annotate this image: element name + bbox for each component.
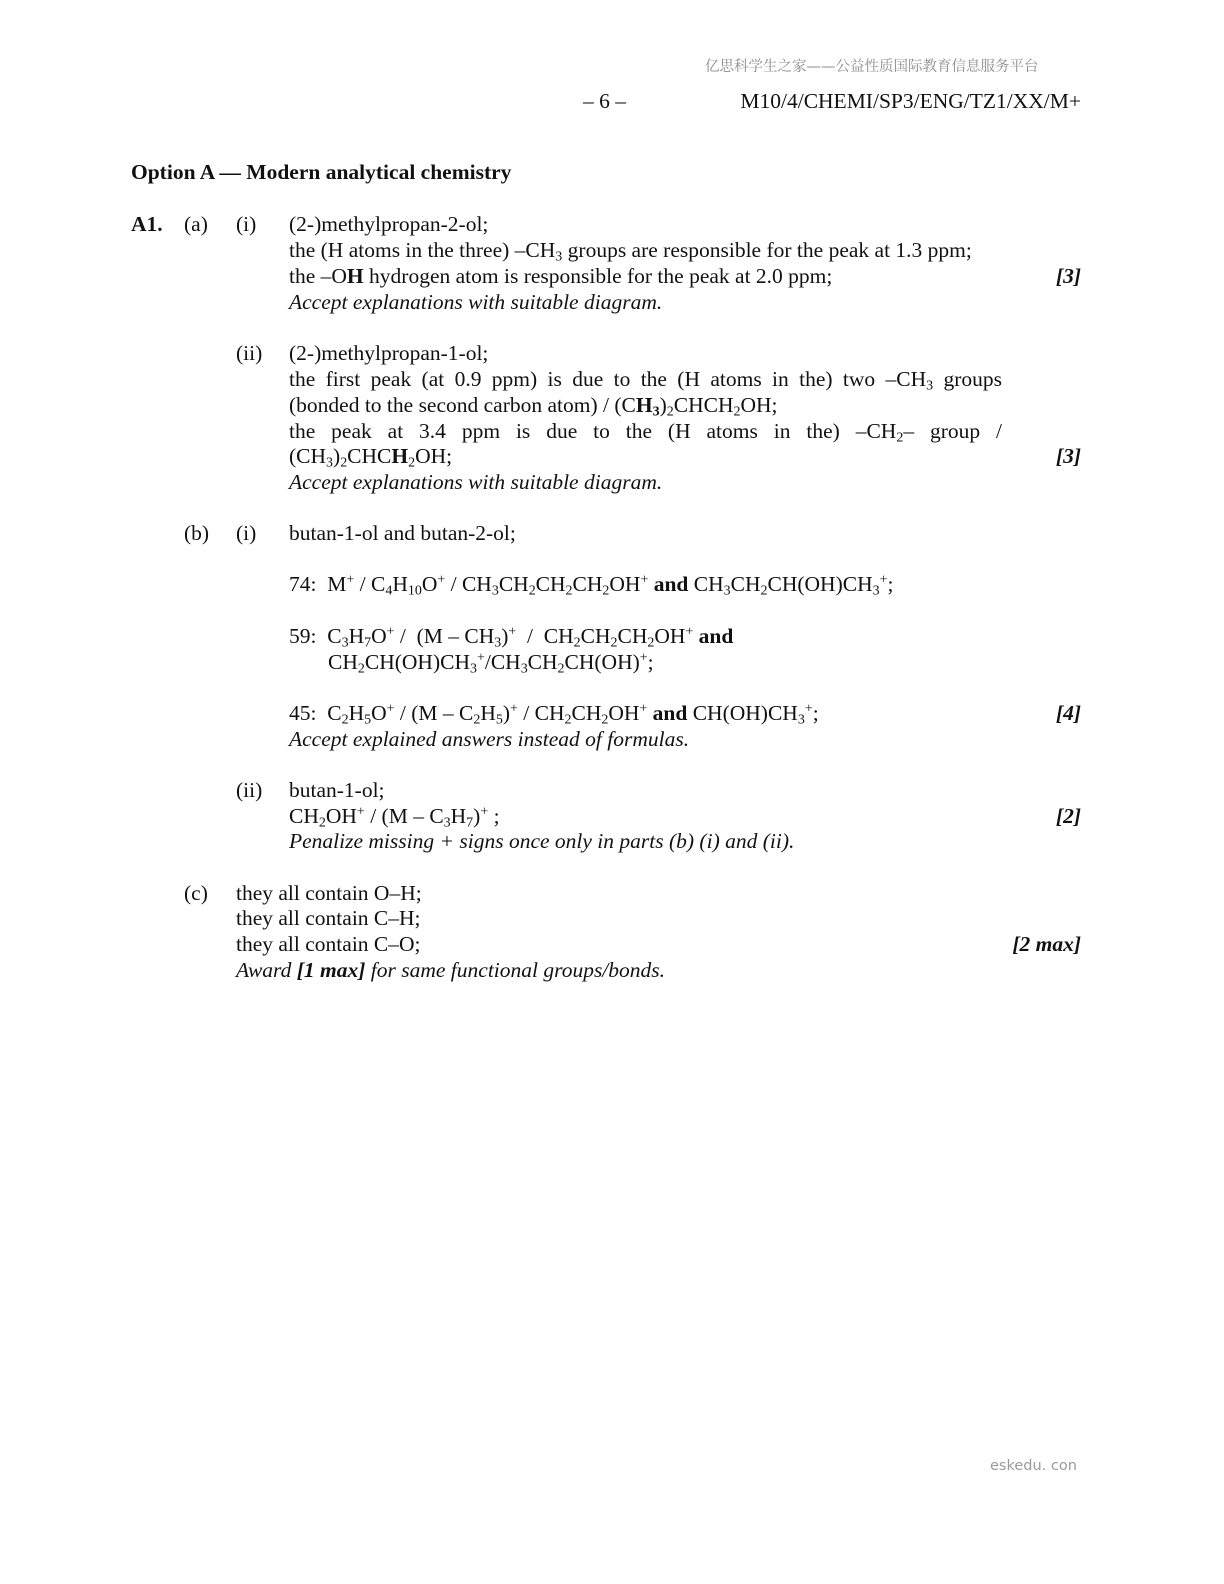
b-i-marks: [4] (1055, 701, 1081, 725)
a-ii-line-1: (2-)methylpropan-1-ol; (289, 341, 489, 365)
a-i-line-1: (2-)methylpropan-2-ol; (289, 212, 489, 236)
footer-watermark: eskedu. con (990, 1458, 1077, 1474)
part-c-label: (c) (184, 881, 208, 905)
a-i-line-3: the –OH hydrogen atom is responsible for the peak at 2.0 ppm; (289, 264, 833, 288)
b-i-mz-59-cont: $CH_2CH(OH)CH_3^+/CH_3CH_2CH(OH)^+$; (328, 650, 654, 677)
c-marks: [2 max] (1012, 932, 1081, 956)
page-number: – 6 – (583, 89, 626, 113)
option-title: Option A — Modern analytical chemistry (131, 160, 512, 184)
b-ii-line-1: butan-1-ol; (289, 778, 385, 802)
a-ii-marks: [3] (1055, 444, 1081, 468)
c-line-1: they all contain O–H; (236, 881, 422, 905)
b-ii-line-2: $CH_2OH^+ / (M - C_3H_7)^+$ ; (289, 804, 500, 831)
question-number: A1. (131, 212, 163, 236)
a-ii-line-5: $(CH_3)_2CHCH_2OH$; (289, 444, 453, 471)
c-line-3: they all contain C–O; (236, 932, 421, 956)
part-a-label: (a) (184, 212, 208, 236)
c-note: Award [1 max] for same functional groups/bonds. (236, 958, 666, 982)
part-a-ii-label: (ii) (236, 341, 263, 365)
a-ii-line-3: (bonded to the second carbon atom) / $(CH_3)_2CHCH_2OH$; (289, 393, 778, 420)
header-watermark: 亿思科学生之家——公益性质国际教育信息服务平台 (705, 59, 1039, 75)
a-ii-line-4: the peak at 3.4 ppm is due to the (H atoms in the) $-CH_2-$ group / (289, 419, 1002, 446)
c-line-2: they all contain C–H; (236, 906, 421, 930)
b-ii-note: Penalize missing + signs once only in parts (b) (i) and (ii). (289, 829, 795, 853)
document-code: M10/4/CHEMI/SP3/ENG/TZ1/XX/M+ (740, 89, 1081, 113)
part-b-i-label: (i) (236, 521, 257, 545)
a-i-note: Accept explanations with suitable diagram. (289, 290, 663, 314)
part-b-label: (b) (184, 521, 210, 545)
b-i-line-1: butan-1-ol and butan-2-ol; (289, 521, 516, 545)
a-ii-line-2: the first peak (at 0.9 ppm) is due to the (H atoms in the) two $-CH_3$ groups (289, 367, 1002, 394)
a-i-marks: [3] (1055, 264, 1081, 288)
part-a-i-label: (i) (236, 212, 257, 236)
a-ii-note: Accept explanations with suitable diagram. (289, 470, 663, 494)
a-i-line-2: the (H atoms in the three) $-CH_3$ groups are responsible for the peak at 1.3 ppm; (289, 238, 972, 265)
b-ii-marks: [2] (1055, 804, 1081, 828)
b-i-mz-45: 45: $C_2H_5O^+ / (M - C_2H_5)^+ / CH_2CH_2OH^+$ and $CH(OH)CH_3^+$; (289, 701, 819, 728)
b-i-mz-59: 59: $C_3H_7O^+ / (M - CH_3)^+ / CH_2CH_2CH_2OH^+$ and (289, 624, 734, 651)
b-i-note: Accept explained answers instead of formulas. (289, 727, 690, 751)
b-i-mz-74: 74: $M^+ / C_4H_{10}O^+ / CH_3CH_2CH_2CH_2OH^+$ and $CH_3CH_2CH(OH)CH_3^+$; (289, 572, 894, 599)
part-b-ii-label: (ii) (236, 778, 263, 802)
